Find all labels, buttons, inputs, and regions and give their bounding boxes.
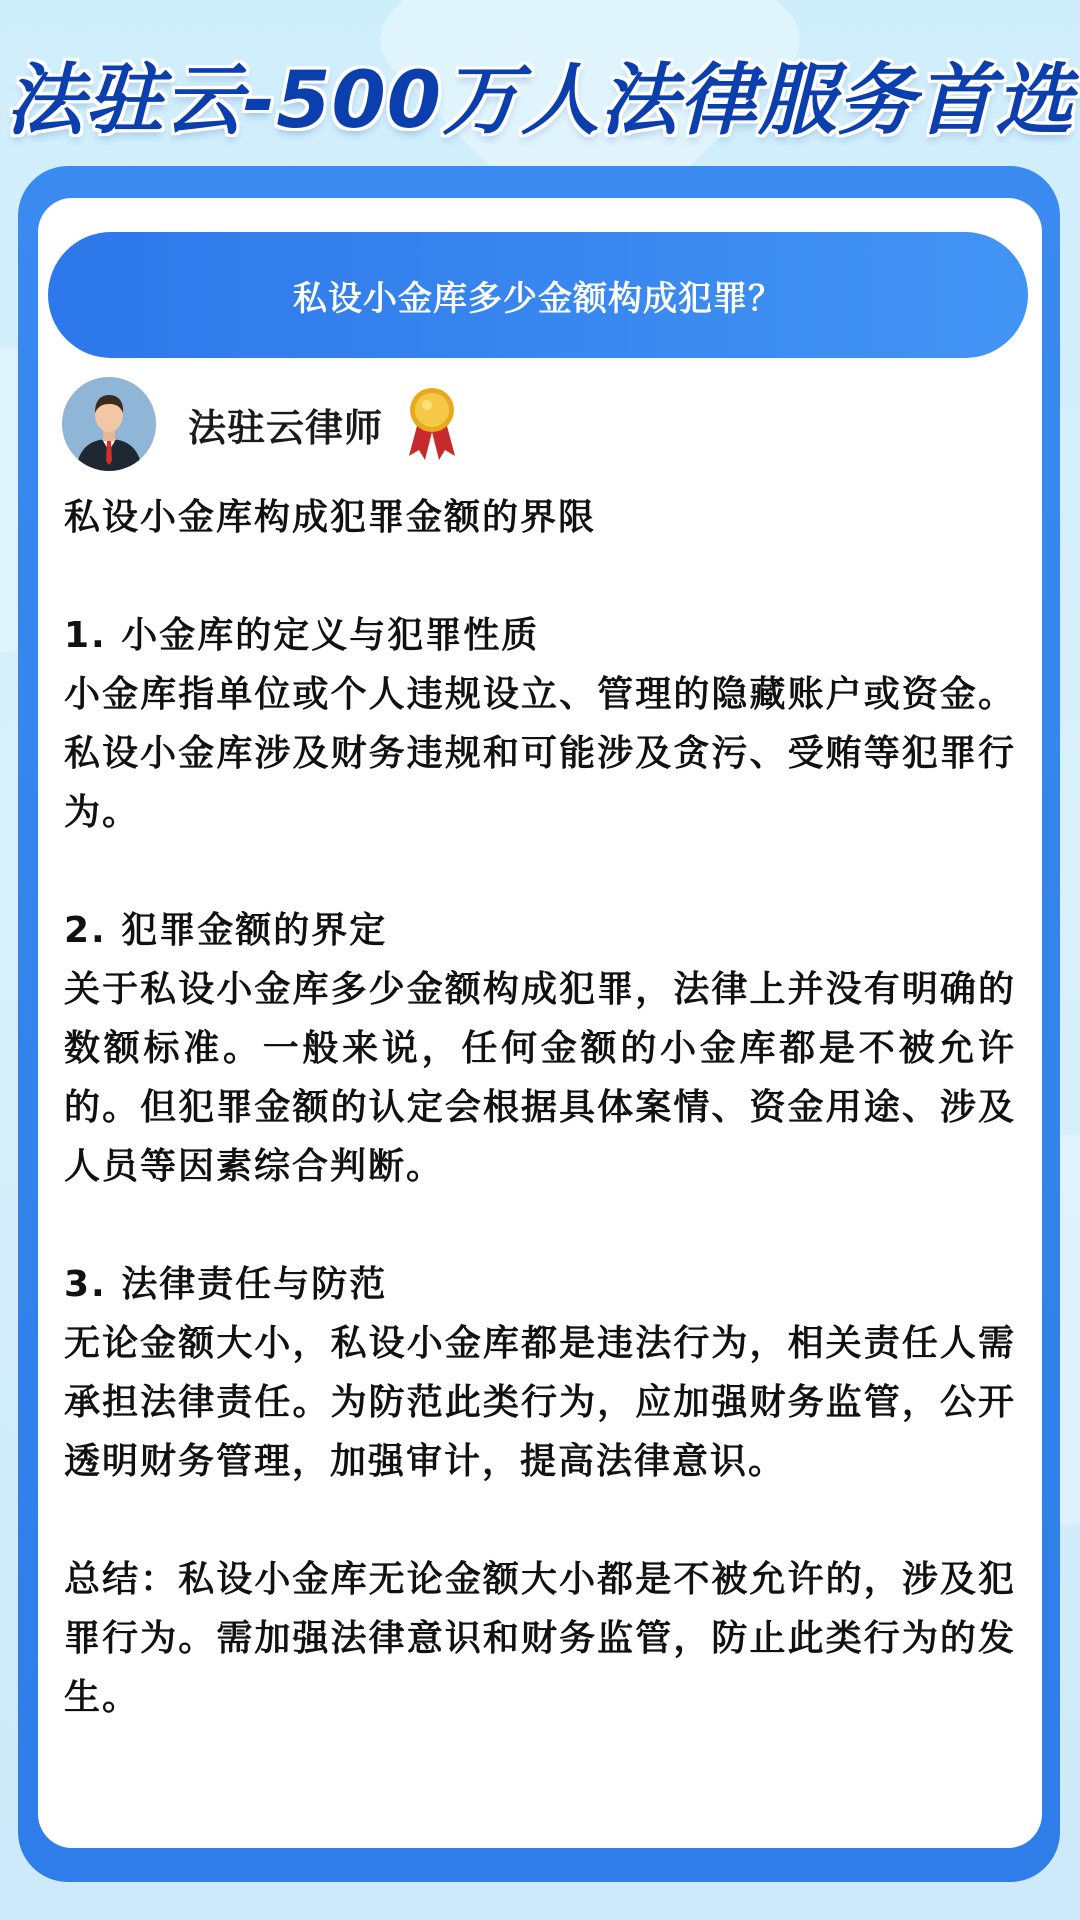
question-title xyxy=(48,232,1028,358)
section-body: 无论金额大小，私设小金库都是违法行为，相关责任人需承担法律责任。为防范此类行为，应加强财务监管，公开透明财务管理，加强审计，提高法律意识。 xyxy=(64,1323,1016,1482)
author-name: 法驻云律师 xyxy=(188,405,384,450)
article-heading: 私设小金库构成犯罪金额的界限 xyxy=(64,497,597,538)
section-title: 1. 小金库的定义与犯罪性质 xyxy=(64,615,540,656)
article-summary: 总结：私设小金库无论金额大小都是不被允许的，涉及犯罪行为。需加强法律意识和财务监管，防止此类行为的发生。 xyxy=(64,1559,1016,1718)
section-body: 关于私设小金库多少金额构成犯罪，法律上并没有明确的数额标准。一般来说，任何金额的小金库都是不被允许的。但犯罪金额的认定会根据具体案情、资金用途、涉及人员等因素综合判断。 xyxy=(64,969,1016,1187)
lawyer-avatar-icon xyxy=(62,377,156,471)
question-text: 私设小金库多少金额构成犯罪？ xyxy=(293,278,783,319)
banner-title: 法驻云-500万人法律服务首选 xyxy=(5,56,1075,146)
gold-medal-icon xyxy=(405,386,459,462)
section-title: 3. 法律责任与防范 xyxy=(64,1264,388,1305)
section-title: 2. 犯罪金额的界定 xyxy=(64,910,388,951)
article-body xyxy=(64,488,1016,1727)
author-row xyxy=(62,376,459,472)
section-body: 小金库指单位或个人违规设立、管理的隐藏账户或资金。私设小金库涉及财务违规和可能涉及贪污、受贿等犯罪行为。 xyxy=(64,674,1016,833)
